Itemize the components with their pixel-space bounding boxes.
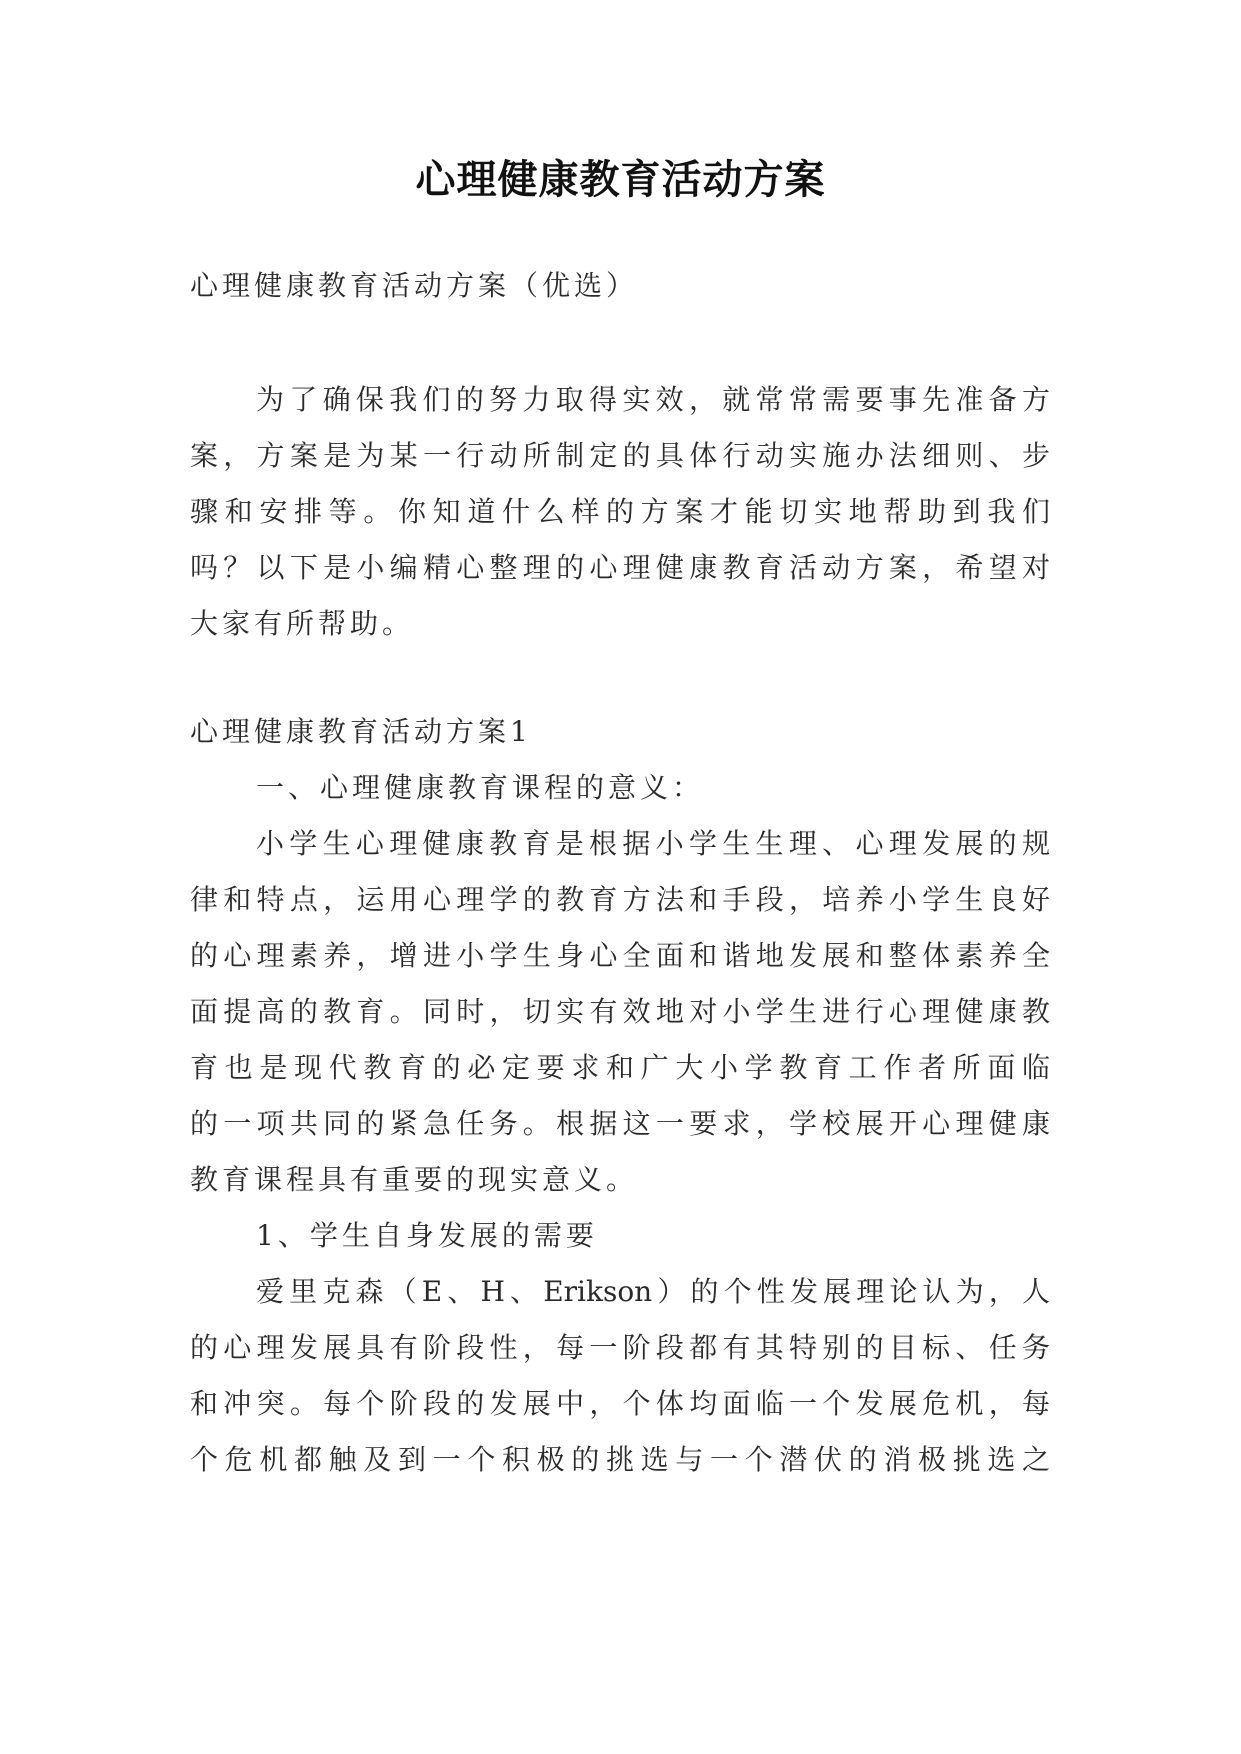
subheading-meaning: 一、心理健康教育课程的意义： bbox=[256, 771, 705, 804]
paragraph-line: 育也是现代教育的必定要求和广大小学教育工作者所面临 bbox=[190, 1051, 1050, 1084]
paragraph-line: 爱里克森（E、H、Erikson）的个性发展理论认为，人 bbox=[256, 1275, 1050, 1308]
paragraph-line: 大家有所帮助。 bbox=[190, 607, 415, 640]
paragraph-line: 个危机都触及到一个积极的挑选与一个潜伏的消极挑选之 bbox=[190, 1443, 1050, 1476]
paragraph-line: 的心理发展具有阶段性，每一阶段都有其特别的目标、任务 bbox=[190, 1331, 1050, 1364]
paragraph-line: 律和特点，运用心理学的教育方法和手段，培养小学生良好 bbox=[190, 883, 1050, 916]
paragraph-line: 教育课程具有重要的现实意义。 bbox=[190, 1163, 639, 1196]
paragraph-line: 和冲突。每个阶段的发展中，个体均面临一个发展危机，每 bbox=[190, 1387, 1050, 1420]
subheading-self-development: 1、学生自身发展的需要 bbox=[256, 1219, 598, 1252]
paragraph-line: 案，方案是为某一行动所制定的具体行动实施办法细则、步 bbox=[190, 439, 1050, 472]
paragraph-line: 骤和安排等。你知道什么样的方案才能切实地帮助到我们 bbox=[190, 495, 1050, 528]
document-subtitle: 心理健康教育活动方案（优选） bbox=[190, 269, 639, 302]
document-title: 心理健康教育活动方案 bbox=[415, 156, 826, 203]
paragraph-line: 的心理素养，增进小学生身心全面和谐地发展和整体素养全 bbox=[190, 939, 1050, 972]
paragraph-line: 为了确保我们的努力取得实效，就常常需要事先准备方 bbox=[256, 383, 1050, 416]
document-body bbox=[190, 258, 1050, 1488]
body-paragraph bbox=[190, 816, 1050, 1208]
section-heading: 心理健康教育活动方案1 bbox=[190, 715, 532, 748]
paragraph-line: 的一项共同的紧急任务。根据这一要求，学校展开心理健康 bbox=[190, 1107, 1050, 1140]
paragraph-line: 小学生心理健康教育是根据小学生生理、心理发展的规 bbox=[256, 827, 1050, 860]
paragraph-line: 吗？以下是小编精心整理的心理健康教育活动方案，希望对 bbox=[190, 551, 1050, 584]
paragraph-line: 面提高的教育。同时，切实有效地对小学生进行心理健康教 bbox=[190, 995, 1050, 1028]
intro-paragraph bbox=[190, 372, 1050, 652]
body-paragraph bbox=[190, 1264, 1050, 1488]
